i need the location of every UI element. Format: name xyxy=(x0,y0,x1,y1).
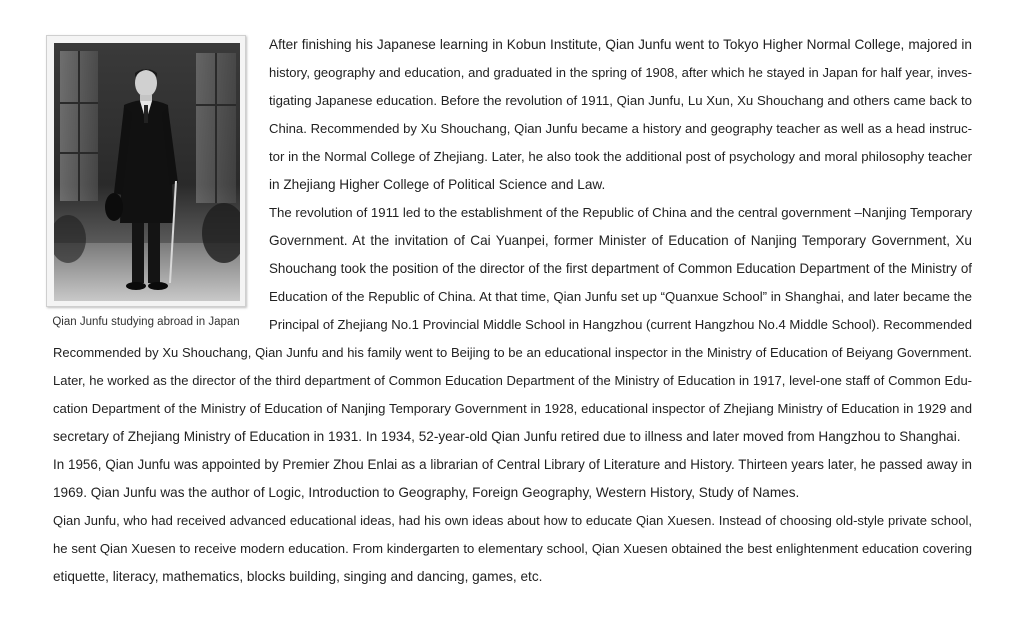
text-line: history, geography and education, and graduated in the spring of 1908, after which he stayed in Japan for half year, inves- xyxy=(269,65,972,80)
text-line: China. Recommended by Xu Shouchang, Qian Junfu became a history and geography teacher as well as a head instruc- xyxy=(269,121,972,136)
text-line: tigating Japanese education. Before the revolution of 1911, Qian Junfu, Lu Xun, Xu Shouchang and others came back to xyxy=(269,93,972,108)
text-line: in Zhejiang Higher College of Political Science and Law. xyxy=(269,177,606,192)
text-line: The revolution of 1911 led to the establishment of the Republic of China and the central government –Nanjing Temporary xyxy=(269,205,972,220)
text-line: 1969. Qian Junfu was the author of Logic, Introduction to Geography, Foreign Geography, Western History, Study of Names. xyxy=(53,485,800,500)
text-line: Principal of Zhejiang No.1 Provincial Middle School in Hangzhou (current Hangzhou No.4 Middle School). Recommended xyxy=(269,317,972,332)
text-line: he sent Qian Xuesen to receive modern education. From kindergarten to elementary school, Qian Xuesen obtained the best enlightenment education covering xyxy=(53,541,972,556)
text-line: Government. At the invitation of Cai Yuanpei, former Minister of Education of Nanjing Temporary Government, Xu xyxy=(269,233,972,248)
text-line: Recommended by Xu Shouchang, Qian Junfu and his family went to Beijing to be an educational inspector in the Ministry of Education of Beiyang Government. xyxy=(53,345,972,360)
text-line: Qian Junfu, who had received advanced educational ideas, had his own ideas about how to educate Qian Xuesen. Instead of choosing old-style private school, xyxy=(53,513,972,528)
text-line: Later, he worked as the director of the third department of Common Education Department of the Ministry of Education in 1917, level-one staff of Common Edu- xyxy=(53,373,972,388)
text-line: Shouchang took the position of the director of the first department of Common Education Department of the Ministry of xyxy=(269,261,972,276)
text-line: etiquette, literacy, mathematics, blocks building, singing and dancing, games, etc. xyxy=(53,569,543,584)
text-line: tor in the Normal College of Zhejiang. Later, he also took the additional post of psychology and moral philosophy teacher xyxy=(269,149,972,164)
photo-caption: Qian Junfu studying abroad in Japan xyxy=(52,316,240,328)
text-line: cation Department of the Ministry of Education of Nanjing Temporary Government in 1928, educational inspector of Zhejiang Ministry of Education in 1929 and xyxy=(53,401,972,416)
portrait-photo-image xyxy=(54,43,240,301)
wrapped-paragraphs xyxy=(269,31,972,339)
text-line: After finishing his Japanese learning in Kobun Institute, Qian Junfu went to Tokyo Higher Normal College, majored in xyxy=(269,37,972,52)
text-line: Education of the Republic of China. At that time, Qian Junfu set up “Quanxue School” in Shanghai, and later became the xyxy=(269,289,972,304)
portrait-photo xyxy=(46,35,246,307)
text-line: secretary of Zhejiang Ministry of Education in 1931. In 1934, 52-year-old Qian Junfu retired due to illness and later moved from Hangzhou to Shanghai. xyxy=(53,429,961,444)
text-line: In 1956, Qian Junfu was appointed by Premier Zhou Enlai as a librarian of Central Library of Literature and History. Thirteen years later, he passed away in xyxy=(53,457,972,472)
full-width-paragraphs xyxy=(53,339,972,591)
